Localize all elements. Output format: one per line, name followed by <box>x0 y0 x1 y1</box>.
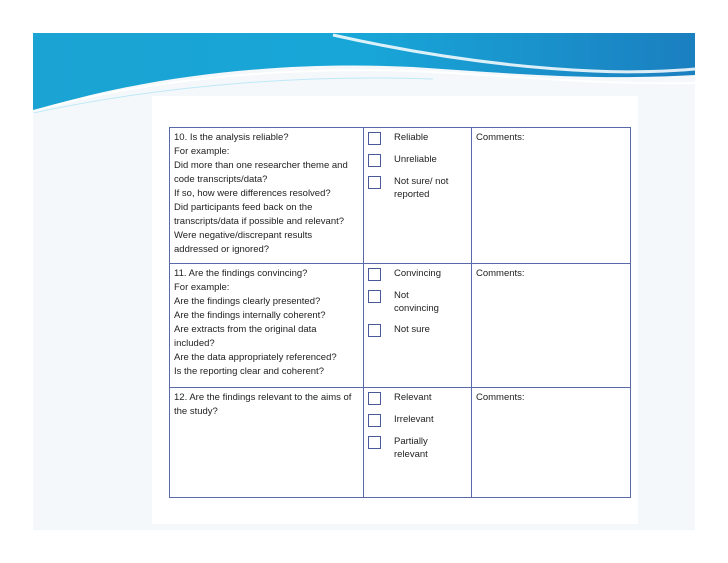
checkbox[interactable] <box>368 392 381 405</box>
question-text: 11. Are the findings convincing? <box>174 268 308 279</box>
question-text: Were negative/discrepant results addressed or ignored? <box>174 230 313 255</box>
option-partially-relevant <box>368 435 467 461</box>
question-text: For example: <box>174 146 230 157</box>
options-cell <box>364 388 472 498</box>
option-label: Not convincing <box>394 290 439 314</box>
option-label: Relevant <box>394 392 432 403</box>
option-not-convincing <box>368 289 467 315</box>
question-text: Did participants feed back on the transcripts/data if possible and relevant? <box>174 202 345 227</box>
checkbox[interactable] <box>368 324 381 337</box>
option-label: Convincing <box>394 268 441 279</box>
checkbox[interactable] <box>368 290 381 303</box>
question-text: For example: <box>174 282 230 293</box>
question-text: 10. Is the analysis reliable? <box>174 132 289 143</box>
option-not-sure <box>368 323 467 337</box>
question-text: If so, how were differences resolved? <box>174 188 331 199</box>
option-label: Not sure/ not reported <box>394 176 449 200</box>
option-convincing <box>368 267 467 281</box>
option-irrelevant <box>368 413 467 427</box>
checkbox[interactable] <box>368 176 381 189</box>
option-label: Unreliable <box>394 154 437 165</box>
option-relevant <box>368 391 467 405</box>
checkbox[interactable] <box>368 268 381 281</box>
comments-label: Comments: <box>476 392 525 403</box>
question-text: Are the findings clearly presented? <box>174 296 321 307</box>
checkbox[interactable] <box>368 154 381 167</box>
checkbox[interactable] <box>368 414 381 427</box>
appraisal-checklist-table <box>169 127 631 498</box>
table-row <box>170 388 631 498</box>
option-label: Reliable <box>394 132 429 143</box>
question-text: Did more than one researcher theme and code transcripts/data? <box>174 160 348 185</box>
question-text: Is the reporting clear and coherent? <box>174 366 324 377</box>
checkbox[interactable] <box>368 436 381 449</box>
option-reliable <box>368 131 467 145</box>
question-cell <box>170 264 364 388</box>
question-cell <box>170 388 364 498</box>
option-not-sure <box>368 175 467 201</box>
question-cell <box>170 128 364 264</box>
question-text: Are the findings internally coherent? <box>174 310 326 321</box>
comments-label: Comments: <box>476 268 525 279</box>
options-cell <box>364 264 472 388</box>
table-row <box>170 264 631 388</box>
option-label: Irrelevant <box>394 414 434 425</box>
option-unreliable <box>368 153 467 167</box>
comments-cell[interactable] <box>472 264 631 388</box>
comments-cell[interactable] <box>472 128 631 264</box>
checkbox[interactable] <box>368 132 381 145</box>
options-cell <box>364 128 472 264</box>
comments-label: Comments: <box>476 132 525 143</box>
option-label: Partially relevant <box>394 436 428 460</box>
comments-cell[interactable] <box>472 388 631 498</box>
question-text: Are the data appropriately referenced? <box>174 352 337 363</box>
question-text: 12. Are the findings relevant to the aims of the study? <box>174 392 352 417</box>
option-label: Not sure <box>394 324 430 335</box>
question-text: Are extracts from the original data included? <box>174 324 317 349</box>
table-row <box>170 128 631 264</box>
